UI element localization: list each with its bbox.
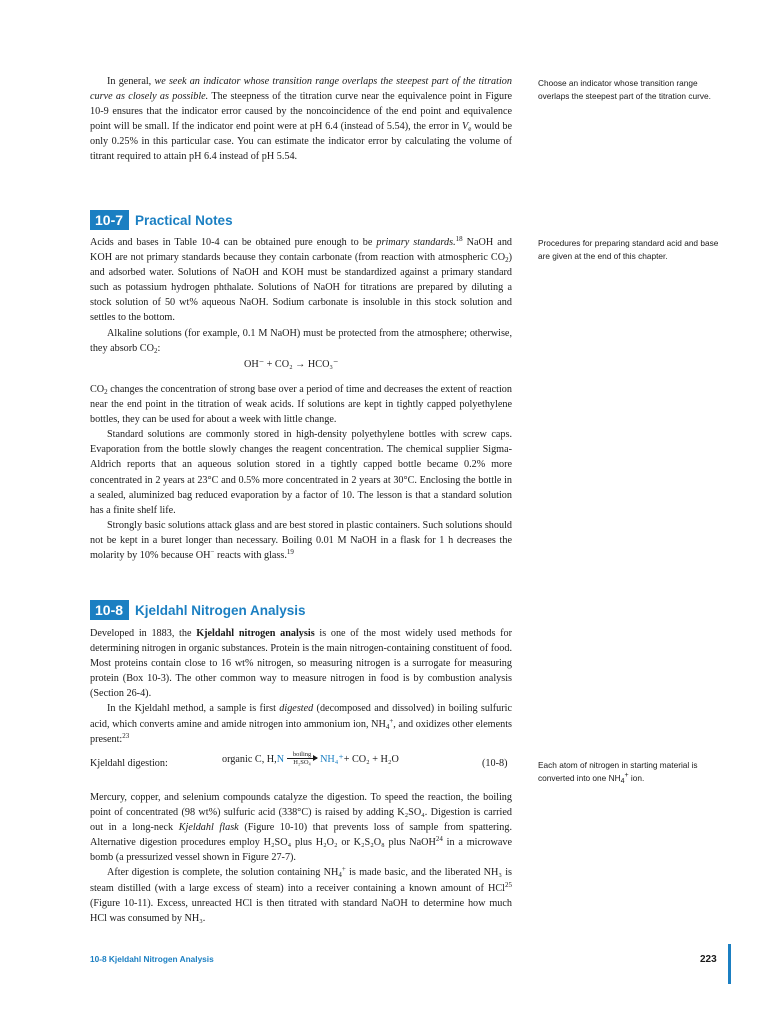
emphasis-text: primary standards. — [376, 237, 456, 248]
text-run: Acids and bases in Table 10-4 can be obtained pure enough to be — [90, 237, 377, 248]
text-run: (Figure 10-10) that prevents loss of sample from spattering. Alternative digestion procedures employ H₂SO₄ plus H₂O₂ or K₂S₂O₈ plus NaOH — [90, 822, 512, 849]
equation-ammonium: NH₄⁺ — [320, 753, 344, 765]
superscript: + — [624, 771, 629, 779]
section-10-7-body-a — [90, 235, 512, 356]
bold-term: Kjeldahl nitrogen analysis — [196, 628, 315, 639]
superscript: − — [210, 548, 215, 557]
equation-rhs: + CO₂ + H₂O — [343, 753, 399, 765]
subscript: 4 — [338, 871, 342, 880]
reference-superscript: 25 — [505, 880, 512, 889]
text-run: In the Kjeldahl method, a sample is first — [107, 703, 280, 715]
text-run: is made basic, and the liberated NH₃ is steam distilled (with a large excess of steam) into a receiver containing a known amount of HCl — [90, 867, 512, 894]
text-run: (decomposed and dissolved) in boiling sulfuric acid, which converts amine and amide nitrogen into ammonium ion, NH — [90, 703, 512, 730]
reference-superscript: 18 — [455, 235, 463, 243]
margin-note-3 — [538, 759, 728, 784]
footer-section-label: 10-8 Kjeldahl Nitrogen Analysis — [90, 954, 214, 964]
text-run: would be only 0.25% in this particular case. You can estimate the indicator error by calculating the volume of titrant required to attain pH 6.4 instead of pH 5.54. — [90, 121, 512, 163]
text-run: Developed in 1883, the — [90, 628, 197, 639]
equation-label: Kjeldahl digestion: — [90, 758, 168, 769]
page-number: 223 — [700, 954, 717, 965]
text-run: is one of the most widely used methods for determining nitrogen in organic substances. Protein is the main nitrogen-containing constituent of food. Most proteins contain close to 16 wt% nitrogen, so measuring nitrogen is a surrogate for measuring protein (Box 10-3). The other common way to measure nitrogen in food is by combustion analysis (Section 26-4). — [90, 628, 512, 700]
section-heading-10-8 — [90, 600, 306, 620]
section-10-7-body-b — [90, 382, 512, 563]
subscript: 2 — [104, 388, 108, 396]
equation-nitrogen: N — [276, 753, 285, 765]
margin-note-2: Procedures for preparing standard acid and base are given at the end of this chapter. — [538, 238, 719, 261]
arrow-condition-top: boiling — [292, 751, 312, 758]
equation-number: (10-8) — [482, 758, 508, 769]
text-run: (Figure 10-11). Excess, unreacted HCl is then titrated with standard NaOH to determine how much HCl was consumed by NH₃. — [90, 897, 512, 924]
equation-lhs: organic C, H, — [222, 753, 277, 765]
intro-paragraph — [90, 74, 512, 165]
text-run: In general, — [107, 76, 155, 87]
subscript: 2 — [505, 256, 509, 265]
text-run: changes the concentration of strong base over a period of time and decreases the extent of reaction near the end point in the titration of weak acids. If solutions are kept in tightly capped polyethylene bottles, they can be used for about a week with little change. — [90, 384, 512, 426]
section-10-8-body-b — [90, 790, 512, 926]
footer-accent-bar — [728, 944, 731, 984]
symbol-v: V — [461, 121, 469, 133]
arrow-icon — [287, 758, 317, 759]
text-run: Alkaline solutions (for example, 0.1 M NaOH) must be protected from the atmosphere; otherwise, they absorb CO — [90, 327, 512, 354]
superscript: + — [389, 716, 394, 725]
storage-paragraph: Standard solutions are commonly stored in high-density polyethylene bottles with screw caps. Evaporation from the bottle slowly changes the reagent concentration. The chemical supplier Sigma-Aldrich reports that an aqueous solution stored in a tightly capped bottle became 0.2% more concentrated in 2 years at 23°C and 0.5% more concentrated in 2 years at 30°C. Enclosing the bottle in a sealed, aluminized bag reduced evaporation by a factor of 10. The lesson is that a standard solution has a finite shelf life. — [90, 429, 512, 516]
section-title: Practical Notes — [135, 212, 233, 228]
section-title: Kjeldahl Nitrogen Analysis — [135, 602, 306, 618]
margin-note-1: Choose an indicator whose transition range overlaps the steepest part of the titration curve. — [538, 78, 711, 101]
text-run: ) and adsorbed water. Solutions of NaOH and KOH must be standardized against a primary standard such as potassium hydrogen phthalate. Solutions of NaOH for titrations are prepared by diluting a stock solution of 50 wt% aqueous NaOH. Sodium carbonate is insoluble in this stock solution and settles to the bottom. — [90, 252, 512, 324]
carbonate-equation: OH⁻ + CO₂ → HCO₃⁻ — [244, 359, 339, 370]
reference-superscript: 19 — [286, 548, 294, 557]
reaction-arrow — [287, 751, 317, 767]
text-run: Each atom of nitrogen in starting material is converted into one NH — [538, 760, 698, 783]
text-run: reacts with glass. — [214, 550, 287, 562]
section-10-8-body-a — [90, 626, 512, 747]
section-number: 10-8 — [90, 600, 129, 620]
text-run: : — [157, 342, 161, 354]
superscript: + — [341, 865, 346, 874]
text-run: After digestion is complete, the solution containing NH — [107, 867, 339, 879]
emphasis-text: Kjeldahl flask — [178, 822, 239, 834]
section-heading-10-7 — [90, 210, 233, 230]
text-run: The steepness of the titration curve near the equivalence point in Figure 10-9 ensures that the indicator error caused by the noncoincidence of the end point and equivalence point will be small. If the indicator end point were at pH 6.4 (instead of 5.54), the error in — [90, 91, 512, 133]
kjeldahl-equation — [222, 751, 399, 767]
text-run: CO — [90, 384, 105, 395]
subscript: e — [468, 125, 472, 134]
subscript: 2 — [153, 346, 158, 355]
reference-superscript: 23 — [122, 731, 130, 740]
text-run: , and oxidizes other elements present: — [90, 718, 512, 745]
emphasis-text: digested — [279, 703, 314, 715]
text-run: Mercury, copper, and selenium compounds catalyze the digestion. To speed the reaction, the boiling point of concentrated (98 wt%) sulfuric acid (338°C) is raised by adding K₂SO₄. Digestion is carried out in a long-neck — [90, 792, 512, 834]
subscript: 4 — [385, 722, 390, 731]
text-run: ion. — [628, 772, 645, 783]
emphasis-text: we seek an indicator whose transition range overlaps the steepest part of the titration curve as closely as possible. — [90, 76, 512, 103]
reference-superscript: 24 — [435, 835, 443, 844]
text-run: NaOH and KOH are not primary standards because they contain carbonate (from reaction with atmospheric CO — [90, 237, 513, 264]
text-run: Strongly basic solutions attack glass and are best stored in plastic containers. Such solutions should not be kept in a buret longer than necessary. Boiling 0.01 M NaOH in a flask for 1 h decreases the molarity by 10% because OH — [90, 519, 512, 562]
text-run: in a microwave bomb (a pressurized vessel shown in Figure 27-7). — [90, 837, 512, 864]
arrow-condition-bottom: H₂SO₄ — [293, 759, 311, 766]
subscript: 4 — [620, 777, 625, 785]
section-number: 10-7 — [90, 210, 129, 230]
